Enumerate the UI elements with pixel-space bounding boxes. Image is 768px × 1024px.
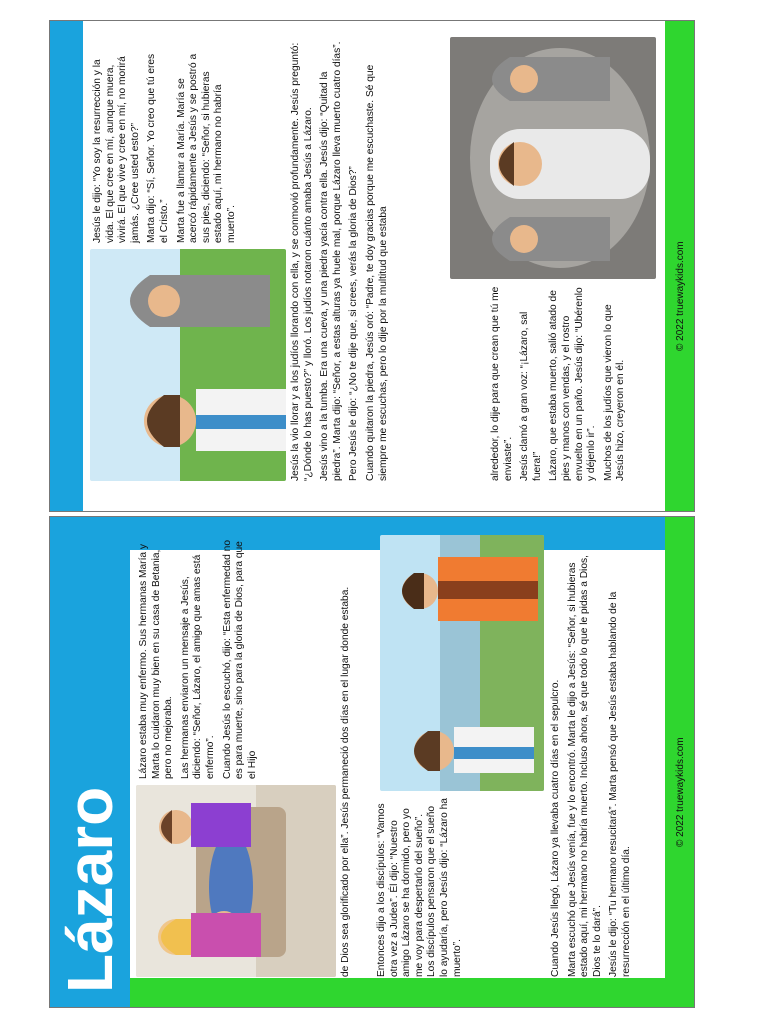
paragraph: de Dios sea glorificado por ella”. Jesús permaneció dos días en el lugar donde estaba. (340, 586, 351, 977)
page-title: Lázaro (54, 786, 126, 993)
jesus-martha-illustration (90, 249, 286, 481)
paragraph: Jesús le dijo: “Yo soy la resurrección y la vida. El que cree en mí, aunque muera, vivirá. El que vive y cree en mí, no morirá jamás. ¿Cree usted esto?” (92, 56, 141, 243)
paragraph: Jesús la vio llorar y a los judíos llorando con ella, y se conmovió profundamente. Jesús preguntó: “¿Dónde lo has puesto?” y lloró. Los judíos notaron cuánto amaba Jesús a Lázaro. (290, 42, 314, 481)
footer-text: © 2022 truewaykids.com (675, 241, 686, 351)
paragraph: alrededor, lo dije para que crean que tú me enviaste”. (490, 286, 514, 481)
lazaro-sick-illustration (136, 785, 336, 977)
paragraph: Marta dijo: “Sí, Señor. Yo creo que tú eres el Cristo.” (146, 53, 170, 243)
paragraph: Jesús vino a la tumba. Era una cueva, y una piedra yacía contra ella. Jesús dijo: “Quitad la piedra”. Marta dijo: “Señor, a estas alturas ya huele mal, porque Lázaro lleva muerto cuatro días”. (319, 41, 343, 481)
paragraph: Pero Jesús le dijo: “¿No te dije que, si crees, verás la gloria de Dios?” (348, 166, 360, 481)
right-card (49, 20, 695, 512)
lazaro-raised-illustration (450, 37, 656, 279)
paragraph: Las hermanas enviaron un mensaje a Jesús, diciendo: “Señor, Lázaro, el amigo que amas está enfermo”. (179, 554, 216, 779)
paragraph: Marta fue a llamar a María. María se acercó rápidamente a Jesús y se postró a sus pies, diciendo: “Señor, si hubieras estado aquí, mi hermano no habría muerto”. (175, 53, 237, 243)
jesus-disciples-illustration (380, 535, 544, 791)
paragraph: Jesús clamó a gran voz: “¡Lázaro, sal fuera!” (519, 311, 543, 481)
left-card (49, 516, 695, 1008)
paragraph: Entonces dijo a los discípulos: “Vamos otra vez a Judea”. Él dijo: “Nuestro amigo Lázaro se ha dormido, pero yo me voy para despertarlo del sueño”. Los discípulos pensaron que el sueño lo ayudaría, pero Jesús dijo: “Lázaro ha muerto”. (376, 798, 463, 977)
title-bar (50, 517, 130, 1007)
right-page (50, 21, 694, 511)
footer-text: © 2022 truewaykids.com (675, 737, 686, 847)
paragraph: Muchos de los judíos que vieron lo que Jesús hizo, creyeron en él. (602, 304, 627, 481)
left-page (50, 517, 694, 1007)
paragraph: Cuando quitaron la piedra, Jesús oró: “Padre, te doy gracias porque me escuchaste. Sé que siempre me escuchas, pero lo dije por la multitud que estaba (364, 64, 389, 481)
paragraph: Lázaro, que estaba muerto, salió atado de pies y manos con vendas, y el rostro envuelto en un paño. Jesús dijo: “Ubérenlo y déjenlo ir”. (548, 287, 598, 481)
paragraph: Marta escuchó que Jesús venía, fue y lo encontró. Marta le dijo a Jesús: “Señor, si hubieras estado aquí, mi hermano no habría muerto. Incluso ahora, sé que todo lo que le pidas a Dios, Dios te lo dará”. (566, 555, 603, 977)
paragraph: Jesús le dijo: “Tu hermano resucitará”. Marta pensó que Jesús estaba hablando de la resurrección en el último día. (608, 591, 632, 977)
paragraph: Lázaro estaba muy enfermo. Sus hermanas María y Marta lo cuidaron muy bien en su casa de Betania, pero no mejoraba. (138, 544, 175, 779)
paragraph: Cuando Jesús llegó, Lázaro ya llevaba cuatro días en el sepulcro. (550, 679, 561, 977)
paragraph: Cuando Jesús lo escuchó, dijo: “Esta enfermedad no es para muerte, sino para la gloria de Dios, para que el Hijo (221, 540, 258, 779)
